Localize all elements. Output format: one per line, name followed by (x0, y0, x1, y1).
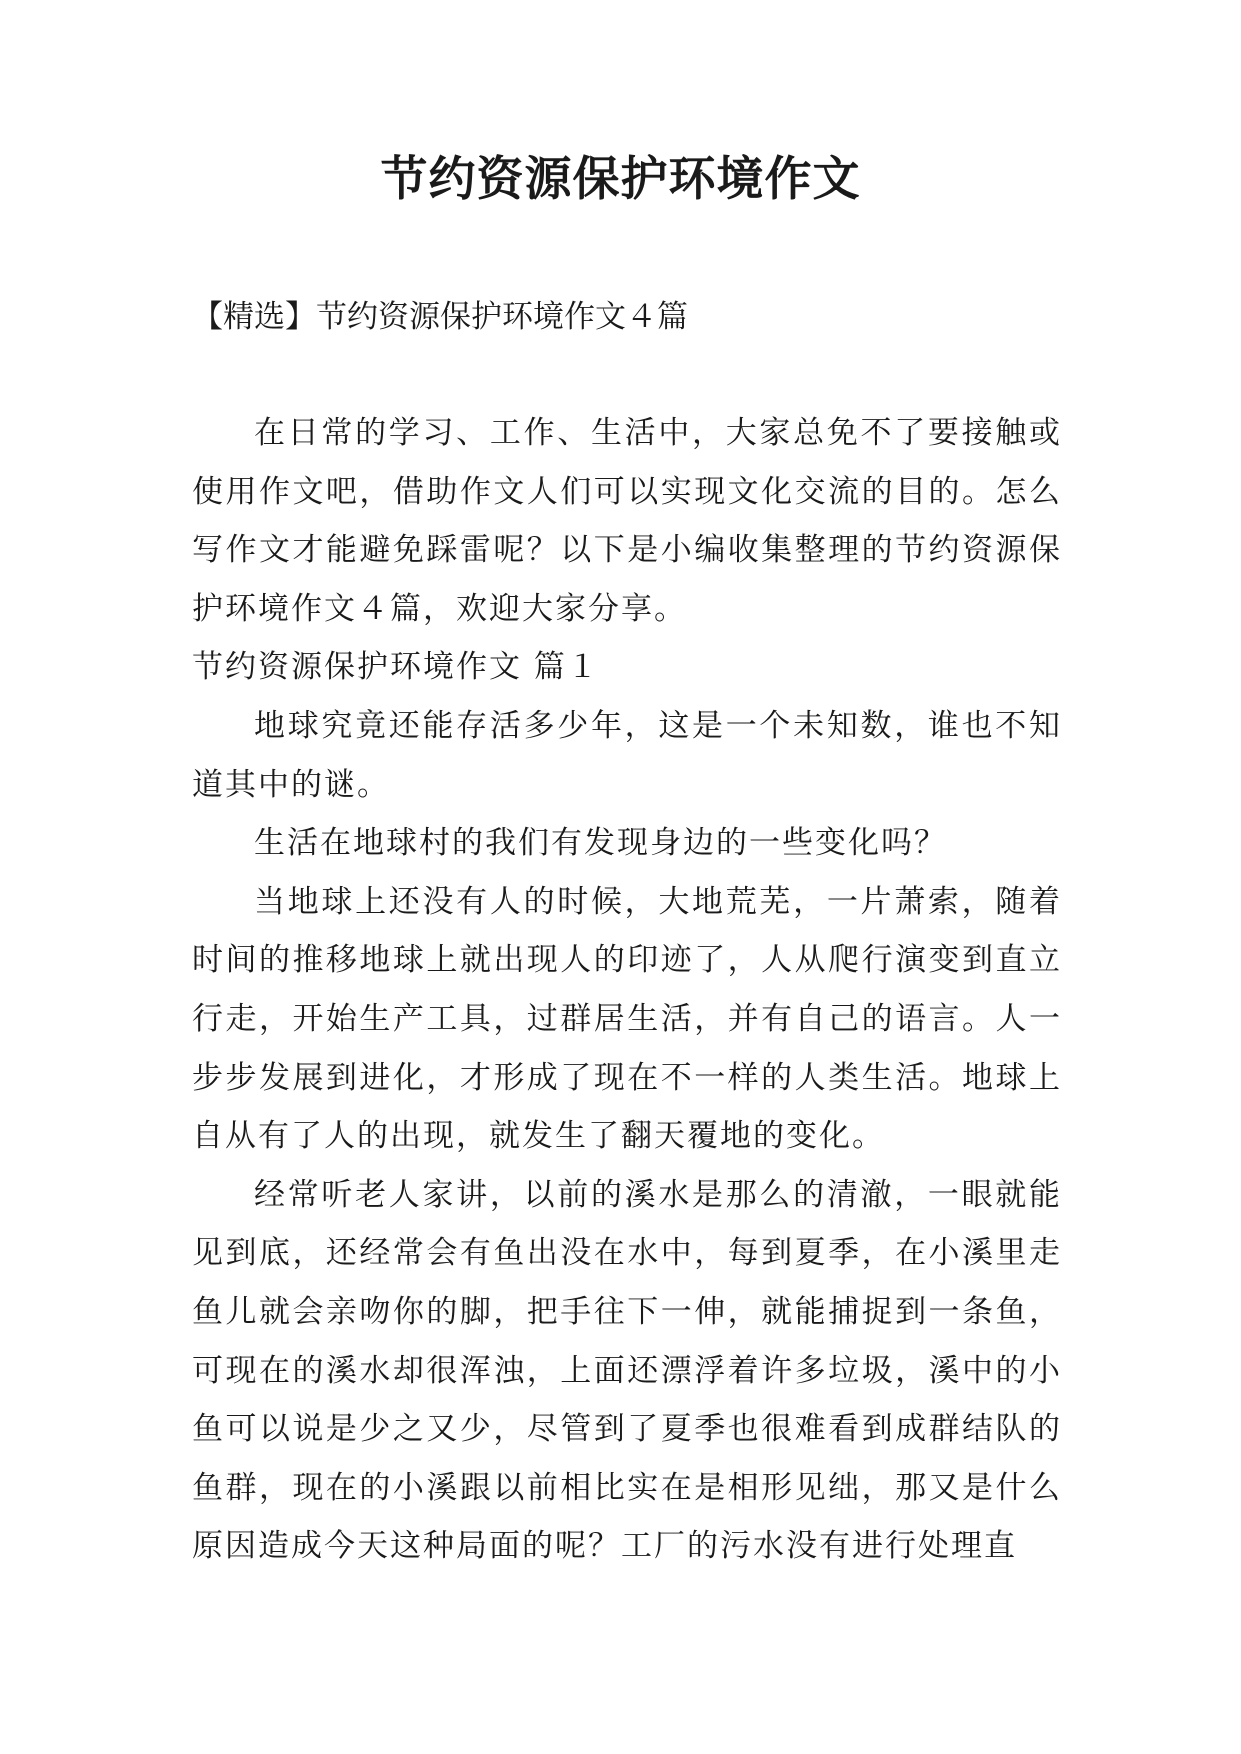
body-paragraph: 地球究竟还能存活多少年，这是一个未知数，谁也不知道其中的谜。 (192, 707, 1062, 803)
body-paragraph: 当地球上还没有人的时候，大地荒芜，一片萧索，随着时间的推移地球上就出现人的印迹了，人从爬行演变到直立行走，开始生产工具，过群居生活，并有自己的语言。人一步步发展到进化，才形成了现在不一样的人类生活。地球上自从有了人的出现，就发生了翻天覆地的变化。 (192, 883, 1062, 1155)
document-subtitle: 【精选】节约资源保护环境作文４篇 (192, 299, 688, 335)
body-paragraph: 经常听老人家讲，以前的溪水是那么的清澈，一眼就能见到底，还经常会有鱼出没在水中，每到夏季，在小溪里走鱼儿就会亲吻你的脚，把手往下一伸，就能捕捉到一条鱼，可现在的溪水却很浑浊，上面还漂浮着许多垃圾，溪中的小鱼可以说是少之又少，尽管到了夏季也很难看到成群结队的鱼群，现在的小溪跟以前相比实在是相形见绌，那又是什么原因造成今天这种局面的呢？工厂的污水没有进行处理直 (192, 1176, 1062, 1565)
document-body (192, 404, 1062, 1576)
body-paragraph: 生活在地球村的我们有发现身边的一些变化吗？ (254, 825, 947, 862)
document-title: 节约资源保护环境作文 (380, 152, 861, 207)
intro-paragraph: 在日常的学习、工作、生活中，大家总免不了要接触或使用作文吧，借助作文人们可以实现文化交流的目的。怎么写作文才能避免踩雷呢？以下是小编收集整理的节约资源保护环境作文４篇，欢迎大家分享。 (192, 415, 1062, 627)
section-heading: 节约资源保护环境作文 篇１ (192, 649, 600, 686)
